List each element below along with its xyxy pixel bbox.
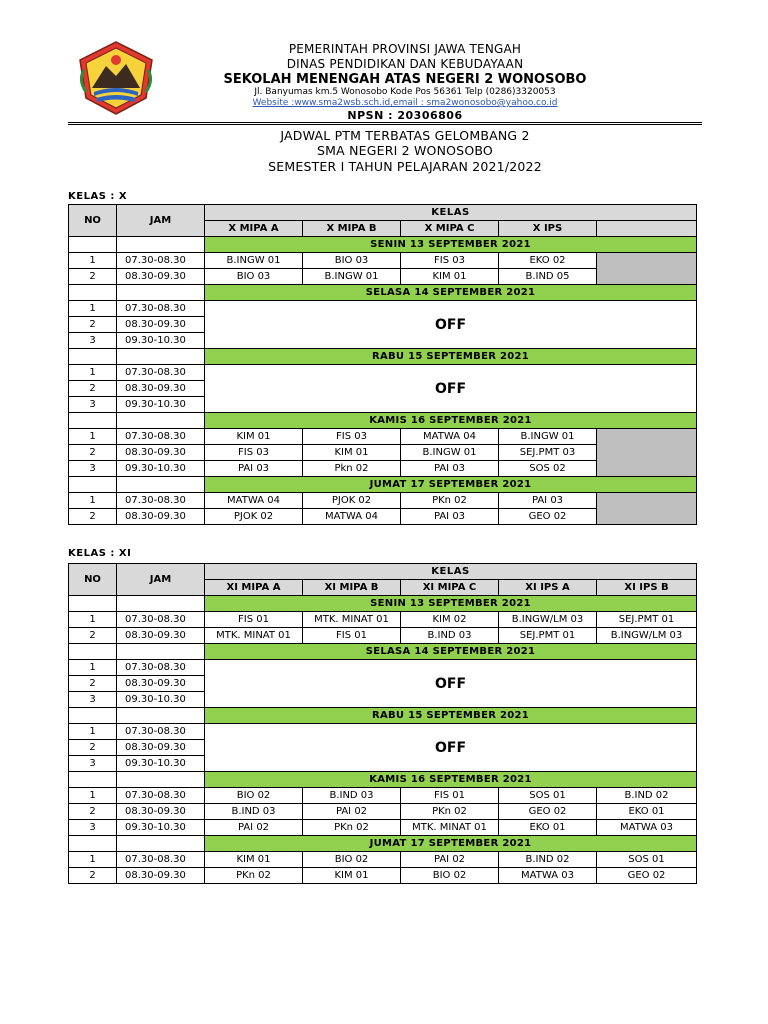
day-header: RABU 15 SEPTEMBER 2021 — [205, 708, 697, 724]
subject-cell: BIO 02 — [205, 788, 303, 804]
period-number: 3 — [69, 397, 117, 413]
day-header: JUMAT 17 SEPTEMBER 2021 — [205, 836, 697, 852]
subject-cell: B.IND 02 — [499, 852, 597, 868]
subject-cell: MATWA 03 — [499, 868, 597, 884]
kelas-column-header: KELAS — [205, 205, 697, 221]
day-header: KAMIS 16 SEPTEMBER 2021 — [205, 772, 697, 788]
period-number: 2 — [69, 868, 117, 884]
day-blank-jam — [117, 836, 205, 852]
subject-cell: SEJ.PMT 01 — [499, 628, 597, 644]
table-row — [69, 429, 697, 445]
subject-cell: PJOK 02 — [205, 509, 303, 525]
table-row — [69, 804, 697, 820]
class-name-header: XI MIPA A — [205, 580, 303, 596]
subject-cell: B.INGW 01 — [401, 445, 499, 461]
class-name-header: X MIPA A — [205, 221, 303, 237]
subject-cell: B.INGW/LM 03 — [499, 612, 597, 628]
class-x-label: KELAS : X — [68, 191, 128, 202]
letterhead-website-link[interactable]: Website :www.sma2wsb.sch.id,email : sma2wonosobo@yahoo.co.id — [252, 98, 558, 108]
class-name-header — [597, 221, 697, 237]
period-number: 1 — [69, 365, 117, 381]
period-number: 1 — [69, 724, 117, 740]
day-blank-no — [69, 644, 117, 660]
subject-cell: BIO 02 — [303, 852, 401, 868]
day-header-row — [69, 772, 697, 788]
subject-cell: PKn 02 — [303, 820, 401, 836]
day-blank-jam — [117, 596, 205, 612]
period-number: 2 — [69, 509, 117, 525]
period-time: 08.30-09.30 — [117, 628, 205, 644]
class-name-header: XI IPS A — [499, 580, 597, 596]
day-header: JUMAT 17 SEPTEMBER 2021 — [205, 477, 697, 493]
class-x-schedule-table — [68, 204, 697, 525]
schedule-title: JADWAL PTM TERBATAS GELOMBANG 2 — [280, 128, 530, 143]
subject-cell: MATWA 03 — [597, 820, 697, 836]
table-row — [69, 852, 697, 868]
day-blank-jam — [117, 708, 205, 724]
subject-cell: PAI 03 — [401, 461, 499, 477]
period-number: 3 — [69, 756, 117, 772]
no-column-header: NO — [69, 564, 117, 596]
subject-cell: SEJ.PMT 03 — [499, 445, 597, 461]
period-number: 3 — [69, 461, 117, 477]
table-row — [69, 301, 697, 317]
letterhead-government: PEMERINTAH PROVINSI JAWA TENGAH — [288, 42, 522, 56]
class-xi-label: KELAS : XI — [68, 548, 132, 559]
class-name-header: X MIPA B — [303, 221, 401, 237]
period-number: 2 — [69, 317, 117, 333]
day-header-row — [69, 596, 697, 612]
subject-cell: KIM 01 — [303, 445, 401, 461]
jam-column-header: JAM — [117, 205, 205, 237]
subject-cell: SOS 01 — [499, 788, 597, 804]
subject-cell: PAI 02 — [303, 804, 401, 820]
kelas-column-header: KELAS — [205, 564, 697, 580]
day-header: RABU 15 SEPTEMBER 2021 — [205, 349, 697, 365]
table-row — [69, 724, 697, 740]
period-number: 2 — [69, 445, 117, 461]
table-row — [69, 868, 697, 884]
table-row — [69, 660, 697, 676]
day-blank-no — [69, 708, 117, 724]
period-number: 1 — [69, 660, 117, 676]
letterhead-school-name: SEKOLAH MENENGAH ATAS NEGERI 2 WONOSOBO — [223, 72, 587, 87]
day-blank-no — [69, 596, 117, 612]
period-time: 08.30-09.30 — [117, 740, 205, 756]
subject-cell: KIM 01 — [205, 429, 303, 445]
day-blank-jam — [117, 413, 205, 429]
day-header-row — [69, 349, 697, 365]
period-number: 1 — [69, 852, 117, 868]
period-number: 3 — [69, 820, 117, 836]
subject-cell: PAI 03 — [205, 461, 303, 477]
period-time: 07.30-08.30 — [117, 253, 205, 269]
period-time: 08.30-09.30 — [117, 804, 205, 820]
period-number: 2 — [69, 804, 117, 820]
period-time: 07.30-08.30 — [117, 724, 205, 740]
subject-cell: MTK. MINAT 01 — [303, 612, 401, 628]
period-number: 3 — [69, 692, 117, 708]
letterhead-address: Jl. Banyumas km.5 Wonosobo Kode Pos 56361 Telp (0286)3320053 — [254, 87, 556, 97]
subject-cell: MATWA 04 — [205, 493, 303, 509]
day-blank-jam — [117, 772, 205, 788]
day-header-row — [69, 477, 697, 493]
day-blank-jam — [117, 285, 205, 301]
period-time: 08.30-09.30 — [117, 381, 205, 397]
subject-cell: KIM 02 — [401, 612, 499, 628]
table-row — [69, 365, 697, 381]
period-time: 08.30-09.30 — [117, 269, 205, 285]
day-blank-no — [69, 477, 117, 493]
period-time: 08.30-09.30 — [117, 445, 205, 461]
off-label: OFF — [205, 365, 697, 413]
subject-cell: EKO 02 — [499, 253, 597, 269]
period-time: 09.30-10.30 — [117, 756, 205, 772]
subject-cell: B.IND 03 — [205, 804, 303, 820]
no-column-header: NO — [69, 205, 117, 237]
day-header-row — [69, 285, 697, 301]
period-time: 07.30-08.30 — [117, 612, 205, 628]
subject-cell: PAI 02 — [401, 852, 499, 868]
subject-cell: B.INGW/LM 03 — [597, 628, 697, 644]
subject-cell: BIO 03 — [205, 269, 303, 285]
letterhead-divider — [68, 122, 702, 123]
day-header: KAMIS 16 SEPTEMBER 2021 — [205, 413, 697, 429]
day-header: SELASA 14 SEPTEMBER 2021 — [205, 644, 697, 660]
period-number: 3 — [69, 333, 117, 349]
period-time: 09.30-10.30 — [117, 820, 205, 836]
subject-cell: EKO 01 — [499, 820, 597, 836]
period-time: 07.30-08.30 — [117, 493, 205, 509]
class-name-header: XI IPS B — [597, 580, 697, 596]
period-number: 2 — [69, 269, 117, 285]
subject-cell: KIM 01 — [401, 269, 499, 285]
subject-cell: GEO 02 — [499, 509, 597, 525]
off-label: OFF — [205, 301, 697, 349]
subject-cell: B.INGW 01 — [499, 429, 597, 445]
subject-cell: B.IND 05 — [499, 269, 597, 285]
class-name-header: XI MIPA B — [303, 580, 401, 596]
subject-cell: GEO 02 — [499, 804, 597, 820]
period-number: 1 — [69, 301, 117, 317]
subject-cell: PAI 02 — [205, 820, 303, 836]
subject-cell: FIS 03 — [401, 253, 499, 269]
period-time: 09.30-10.30 — [117, 692, 205, 708]
table-row — [69, 820, 697, 836]
day-header: SENIN 13 SEPTEMBER 2021 — [205, 596, 697, 612]
empty-class-cell — [597, 253, 697, 285]
period-number: 1 — [69, 612, 117, 628]
letterhead-department: DINAS PENDIDIKAN DAN KEBUDAYAAN — [286, 57, 524, 71]
period-number: 1 — [69, 788, 117, 804]
schedule-school: SMA NEGERI 2 WONOSOBO — [317, 143, 493, 158]
day-blank-no — [69, 413, 117, 429]
subject-cell: MATWA 04 — [303, 509, 401, 525]
subject-cell: B.IND 03 — [401, 628, 499, 644]
day-blank-no — [69, 772, 117, 788]
period-number: 1 — [69, 493, 117, 509]
letterhead-npsn: NPSN : 20306806 — [347, 109, 463, 122]
period-number: 2 — [69, 381, 117, 397]
subject-cell: SEJ.PMT 01 — [597, 612, 697, 628]
day-blank-no — [69, 285, 117, 301]
subject-cell: FIS 03 — [205, 445, 303, 461]
table-header-row — [69, 205, 697, 221]
period-time: 09.30-10.30 — [117, 333, 205, 349]
off-label: OFF — [205, 660, 697, 708]
period-number: 1 — [69, 429, 117, 445]
period-time: 07.30-08.30 — [117, 788, 205, 804]
day-header-row — [69, 644, 697, 660]
empty-class-cell — [597, 429, 697, 477]
class-name-header: X IPS — [499, 221, 597, 237]
subject-cell: PKn 02 — [401, 493, 499, 509]
subject-cell: PAI 03 — [499, 493, 597, 509]
period-number: 2 — [69, 740, 117, 756]
subject-cell: MATWA 04 — [401, 429, 499, 445]
subject-cell: PAI 03 — [401, 509, 499, 525]
subject-cell: SOS 01 — [597, 852, 697, 868]
subject-cell: PKn 02 — [205, 868, 303, 884]
letterhead-divider-thin — [68, 124, 702, 125]
schedule-semester: SEMESTER I TAHUN PELAJARAN 2021/2022 — [268, 159, 542, 174]
central-java-emblem-icon — [76, 40, 156, 116]
subject-cell: Pkn 02 — [303, 461, 401, 477]
period-number: 2 — [69, 628, 117, 644]
period-time: 07.30-08.30 — [117, 301, 205, 317]
period-time: 07.30-08.30 — [117, 660, 205, 676]
period-time: 08.30-09.30 — [117, 868, 205, 884]
period-time: 07.30-08.30 — [117, 852, 205, 868]
day-blank-no — [69, 836, 117, 852]
subject-cell: FIS 03 — [303, 429, 401, 445]
day-blank-no — [69, 349, 117, 365]
subject-cell: B.IND 02 — [597, 788, 697, 804]
subject-cell: B.INGW 01 — [303, 269, 401, 285]
subject-cell: FIS 01 — [401, 788, 499, 804]
empty-class-cell — [597, 493, 697, 525]
period-time: 08.30-09.30 — [117, 317, 205, 333]
subject-cell: SOS 02 — [499, 461, 597, 477]
subject-cell: EKO 01 — [597, 804, 697, 820]
subject-cell: FIS 01 — [205, 612, 303, 628]
day-header: SENIN 13 SEPTEMBER 2021 — [205, 237, 697, 253]
day-blank-jam — [117, 644, 205, 660]
subject-cell: BIO 03 — [303, 253, 401, 269]
subject-cell: MTK. MINAT 01 — [401, 820, 499, 836]
table-row — [69, 612, 697, 628]
day-blank-no — [69, 237, 117, 253]
subject-cell: KIM 01 — [303, 868, 401, 884]
day-header-row — [69, 836, 697, 852]
period-number: 1 — [69, 253, 117, 269]
subject-cell: MTK. MINAT 01 — [205, 628, 303, 644]
subject-cell: B.IND 03 — [303, 788, 401, 804]
off-label: OFF — [205, 724, 697, 772]
subject-cell: FIS 01 — [303, 628, 401, 644]
class-xi-schedule-table — [68, 563, 697, 884]
table-row — [69, 628, 697, 644]
subject-cell: KIM 01 — [205, 852, 303, 868]
day-blank-jam — [117, 477, 205, 493]
day-header-row — [69, 413, 697, 429]
period-time: 08.30-09.30 — [117, 676, 205, 692]
period-number: 2 — [69, 676, 117, 692]
day-header-row — [69, 708, 697, 724]
class-name-header: X MIPA C — [401, 221, 499, 237]
period-time: 07.30-08.30 — [117, 429, 205, 445]
period-time: 08.30-09.30 — [117, 509, 205, 525]
subject-cell: BIO 02 — [401, 868, 499, 884]
period-time: 07.30-08.30 — [117, 365, 205, 381]
day-blank-jam — [117, 237, 205, 253]
period-time: 09.30-10.30 — [117, 461, 205, 477]
table-row — [69, 788, 697, 804]
table-row — [69, 493, 697, 509]
class-name-header: XI MIPA C — [401, 580, 499, 596]
day-header-row — [69, 237, 697, 253]
table-row — [69, 253, 697, 269]
subject-cell: GEO 02 — [597, 868, 697, 884]
day-header: SELASA 14 SEPTEMBER 2021 — [205, 285, 697, 301]
table-header-row — [69, 564, 697, 580]
day-blank-jam — [117, 349, 205, 365]
jam-column-header: JAM — [117, 564, 205, 596]
subject-cell: PKn 02 — [401, 804, 499, 820]
subject-cell: B.INGW 01 — [205, 253, 303, 269]
period-time: 09.30-10.30 — [117, 397, 205, 413]
subject-cell: PJOK 02 — [303, 493, 401, 509]
